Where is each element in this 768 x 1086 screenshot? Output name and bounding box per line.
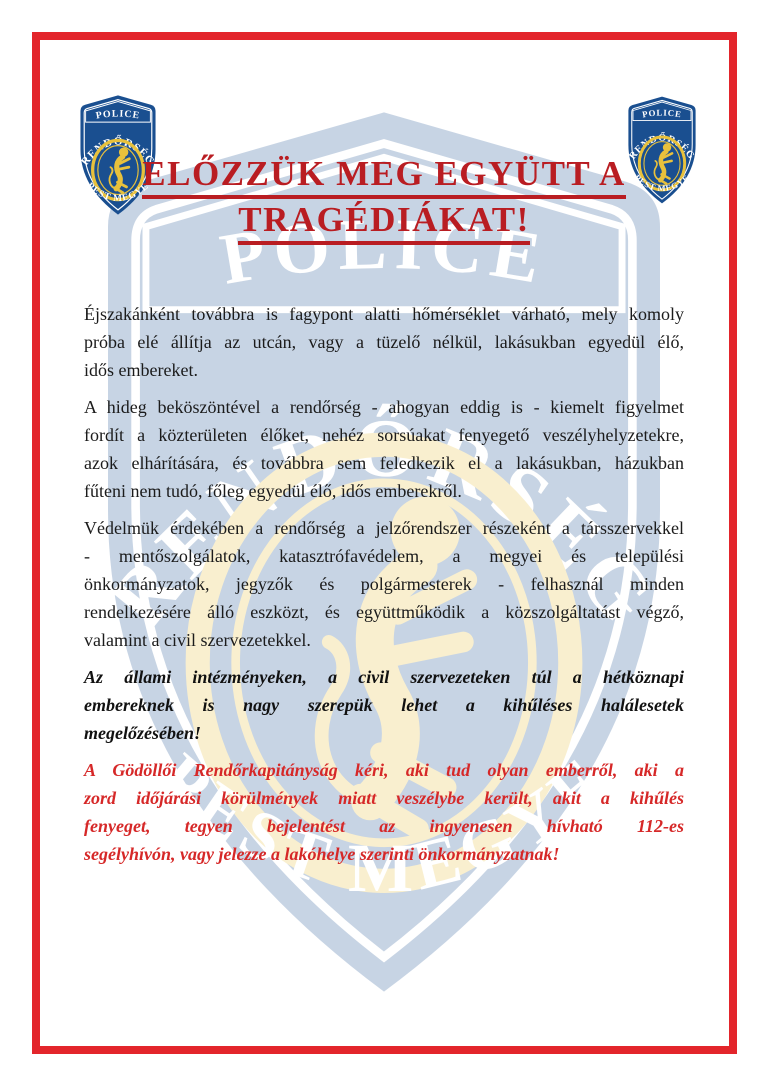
alert-paragraph xyxy=(84,756,684,868)
text-line: megelőzésében! xyxy=(84,723,201,743)
paragraph-police-attention xyxy=(84,393,684,505)
text-line: A hideg beköszöntével a rendőrség - ahogyan eddig is - kiemelt figyelmet xyxy=(84,397,684,417)
text-line: rendelkezésére álló eszközt, és együttműködik a közszolgáltatást végző, xyxy=(84,602,684,622)
text-line: próba elé állítja az utcán, vagy a tüzelő nélkül, lakásukban egyedül élő, xyxy=(84,332,684,352)
text-line: fűteni nem tudó, főleg egyedül élő, idős emberekről. xyxy=(84,481,462,501)
page-title xyxy=(0,153,768,245)
text-line: zord időjárási körülmények miatt veszélybe került, akit a kihűlés xyxy=(84,788,684,808)
text-line: önkormányzatok, jegyzők és polgármesterek - felhasznál minden xyxy=(84,574,684,594)
text-line: Éjszakánként továbbra is fagypont alatti hőmérséklet várható, mely komoly xyxy=(84,304,684,324)
paragraph-weather xyxy=(84,300,684,384)
text-line: segélyhívón, vagy jelezze a lakóhelye szerinti önkormányzatnak! xyxy=(84,844,560,864)
text-line: Védelmük érdekében a rendőrség a jelzőrendszer részeként a társszervekkel xyxy=(84,518,684,538)
text-line: valamint a civil szervezetekkel. xyxy=(84,630,311,650)
title-line-1: ELŐZZÜK MEG EGYÜTT A xyxy=(0,153,768,199)
text-line: - mentőszolgálatok, katasztrófavédelem, a megyei és települési xyxy=(84,546,684,566)
text-line: azok elhárítására, és továbbra sem feledkezik el a lakásukban, házukban xyxy=(84,453,684,473)
text-line: Az állami intézményeken, a civil szervezeteken túl a hétköznapi xyxy=(84,667,684,687)
body-text xyxy=(84,300,684,868)
text-line: idős embereket. xyxy=(84,360,198,380)
emphasis-paragraph xyxy=(84,663,684,747)
title-line-2: TRAGÉDIÁKAT! xyxy=(0,199,768,245)
text-line: embereknek is nagy szerepük lehet a kihűléses halálesetek xyxy=(84,695,684,715)
text-line: fordít a közterületen élőket, nehéz sorsúakat fenyegető veszélyhelyzetekre, xyxy=(84,425,684,445)
paragraph-cooperation xyxy=(84,514,684,654)
text-line: A Gödöllői Rendőrkapitányság kéri, aki tud olyan emberről, aki a xyxy=(84,760,684,780)
text-line: fenyeget, tegyen bejelentést az ingyenesen hívható 112-es xyxy=(84,816,684,836)
